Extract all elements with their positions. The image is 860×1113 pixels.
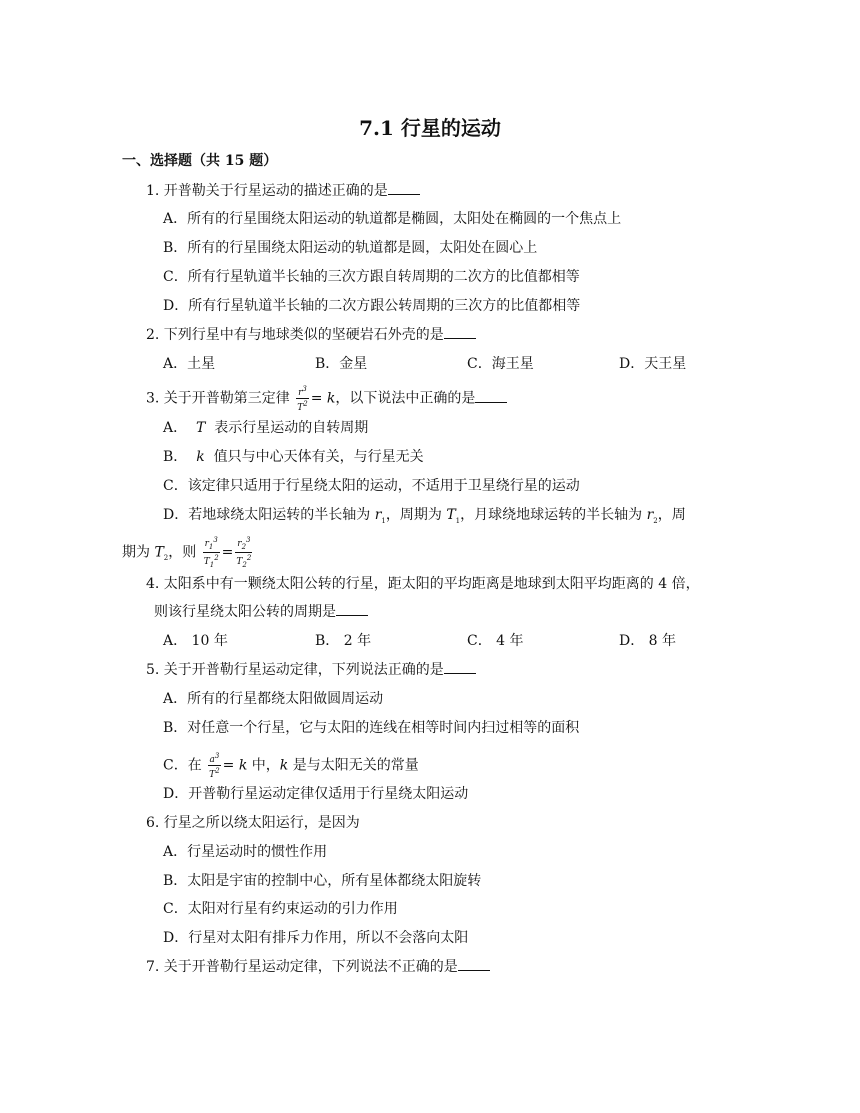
- answer-blank: [444, 661, 476, 674]
- question-7-stem: 7. 关于开普勒行星运动定律，下列说法不正确的是: [146, 958, 490, 976]
- page-title: 7.1 行星的运动: [359, 116, 501, 140]
- answer-blank: [388, 182, 420, 195]
- question-1-stem: 1. 开普勒关于行星运动的描述正确的是: [146, 182, 420, 200]
- question-1-option-c[interactable]: C．所有行星轨道半长轴的三次方跟自转周期的二次方的比值都相等: [163, 269, 580, 285]
- kepler-formula: $\frac{r^3}{T^2}$: [297, 385, 308, 413]
- question-4-option-c[interactable]: C． 4 年: [467, 633, 524, 649]
- question-2-option-d[interactable]: D．天王星: [619, 356, 687, 372]
- question-3-option-d[interactable]: D．若地球绕太阳运转的半长轴为 $r_1$，周期为 $T_1$，月球绕地球运转的半长轴为 $r_2$，周: [163, 507, 686, 525]
- section-heading: 一、选择题（共 15 题）: [122, 153, 278, 169]
- answer-blank: [475, 390, 507, 403]
- question-4-stem-line2: 则该行星绕太阳公转的周期是: [154, 603, 368, 621]
- question-4-option-d[interactable]: D． 8 年: [619, 633, 677, 649]
- question-3-option-b[interactable]: B． k 值只与中心天体有关，与行星无关: [163, 449, 424, 465]
- question-5-option-d[interactable]: D．开普勒行星运动定律仅适用于行星绕太阳运动: [163, 786, 469, 802]
- question-2-option-c[interactable]: C．海王星: [467, 356, 534, 372]
- question-1-option-a[interactable]: A．所有的行星围绕太阳运动的轨道都是椭圆，太阳处在椭圆的一个焦点上: [163, 211, 622, 227]
- question-3-stem: 3. 关于开普勒第三定律 $\frac{r^3}{T^2}$ = k，以下说法中正确的是: [146, 384, 507, 413]
- question-6-option-b[interactable]: B．太阳是宇宙的控制中心，所有星体都绕太阳旋转: [163, 873, 482, 889]
- question-6-option-a[interactable]: A．行星运动时的惯性作用: [163, 844, 328, 860]
- question-4-stem-line1: 4. 太阳系中有一颗绕太阳公转的行星，距太阳的平均距离是地球到太阳平均距离的 4 倍，: [146, 576, 700, 592]
- question-5-option-c[interactable]: C．在 $\frac{a^3}{T^2}$ = k 中，k 是与太阳无关的常量: [163, 752, 419, 780]
- question-3-option-d-cont: 期为 $T_2$，则 $\frac{r_1^3}{T_1^2}$ = $\frac{r_2^3}{T_2^2}$: [122, 536, 252, 569]
- question-3-option-c[interactable]: C．该定律只适用于行星绕太阳的运动，不适用于卫星绕行星的运动: [163, 478, 580, 494]
- question-6-option-c[interactable]: C．太阳对行星有约束运动的引力作用: [163, 901, 398, 917]
- question-5-option-b[interactable]: B．对任意一个行星，它与太阳的连线在相等时间内扫过相等的面积: [163, 720, 580, 736]
- answer-blank: [458, 958, 490, 971]
- question-4-option-b[interactable]: B． 2 年: [315, 633, 372, 649]
- question-6-stem: 6. 行星之所以绕太阳运行，是因为: [146, 815, 360, 831]
- question-1-option-d[interactable]: D．所有行星轨道半长轴的二次方跟公转周期的三次方的比值都相等: [163, 298, 581, 314]
- question-5-stem: 5. 关于开普勒行星运动定律，下列说法正确的是: [146, 661, 476, 679]
- question-3-option-a[interactable]: A． T 表示行星运动的自转周期: [163, 420, 369, 436]
- question-4-option-a[interactable]: A． 10 年: [163, 633, 228, 649]
- question-2-option-a[interactable]: A．土星: [163, 356, 216, 372]
- question-1-option-b[interactable]: B．所有的行星围绕太阳运动的轨道都是圆，太阳处在圆心上: [163, 240, 538, 256]
- answer-blank: [444, 326, 476, 339]
- question-2-option-b[interactable]: B．金星: [315, 356, 368, 372]
- question-6-option-d[interactable]: D．行星对太阳有排斥力作用，所以不会落向太阳: [163, 930, 469, 946]
- question-5-option-a[interactable]: A．所有的行星都绕太阳做圆周运动: [163, 691, 384, 707]
- answer-blank: [336, 603, 368, 616]
- question-2-stem: 2. 下列行星中有与地球类似的坚硬岩石外壳的是: [146, 326, 476, 344]
